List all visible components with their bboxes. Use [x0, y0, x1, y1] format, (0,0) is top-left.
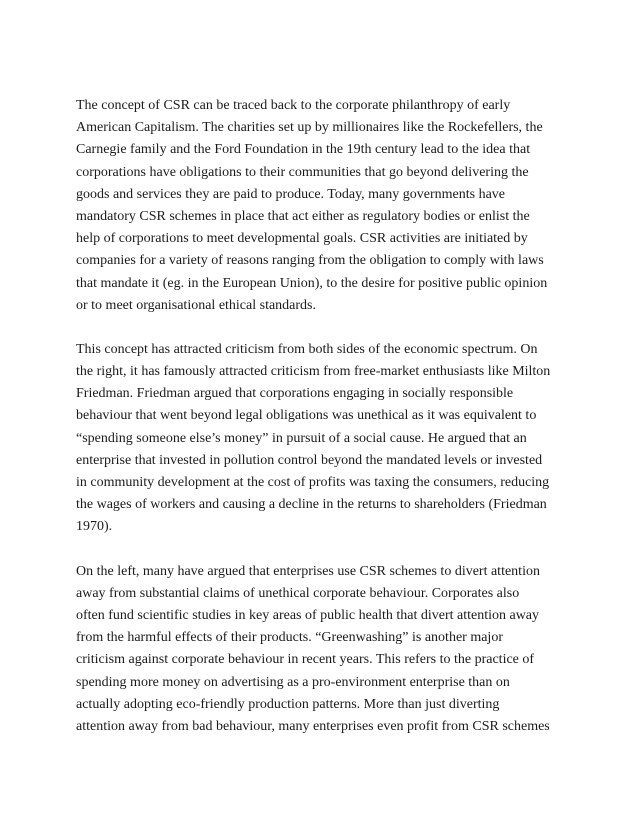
text-line: spending more money on advertising as a pro-environment enterprise than on	[76, 674, 510, 690]
paragraph-csr-origins	[76, 95, 558, 317]
paragraph-criticism-left	[76, 561, 558, 739]
text-line: help of corporations to meet developmental goals. CSR activities are initiated by	[76, 231, 528, 247]
text-line: attention away from bad behaviour, many enterprises even profit from CSR schemes	[76, 718, 550, 734]
text-line: On the left, many have argued that enterprises use CSR schemes to divert attention	[76, 563, 540, 579]
text-line: “spending someone else’s money” in pursuit of a social cause. He argued that an	[76, 430, 527, 446]
text-line: Carnegie family and the Ford Foundation in the 19th century lead to the idea that	[76, 142, 531, 158]
text-line: enterprise that invested in pollution control beyond the mandated levels or invested	[76, 452, 543, 468]
text-line: the wages of workers and causing a decline in the returns to shareholders (Friedman	[76, 497, 547, 513]
text-line: goods and services they are paid to produce. Today, many governments have	[76, 186, 506, 202]
text-line: 1970).	[76, 519, 113, 535]
text-line: that mandate it (eg. in the European Union), to the desire for positive public opinion	[76, 275, 548, 291]
text-line: behaviour that went beyond legal obligations was unethical as it was equivalent to	[76, 408, 537, 424]
text-line: companies for a variety of reasons ranging from the obligation to comply with laws	[76, 253, 544, 269]
text-line: mandatory CSR schemes in place that act either as regulatory bodies or enlist the	[76, 208, 530, 224]
text-line: the right, it has famously attracted criticism from free-market enthusiasts like Milton	[76, 364, 551, 380]
text-line: Friedman. Friedman argued that corporations engaging in socially responsible	[76, 386, 514, 402]
text-line: from the harmful effects of their products. “Greenwashing” is another major	[76, 630, 503, 646]
text-line: often fund scientific studies in key areas of public health that divert attention away	[76, 607, 540, 623]
document-page	[76, 95, 558, 760]
text-line: in community development at the cost of profits was taxing the consumers, reducing	[76, 475, 550, 490]
text-line: actually adopting eco-friendly production patterns. More than just diverting	[76, 696, 500, 712]
text-line: American Capitalism. The charities set up by millionaires like the Rockefellers, the	[76, 120, 543, 136]
text-line: away from substantial claims of unethical corporate behaviour. Corporates also	[76, 585, 520, 601]
text-line: This concept has attracted criticism from both sides of the economic spectrum. On	[76, 341, 538, 357]
text-line: The concept of CSR can be traced back to the corporate philanthropy of early	[76, 98, 511, 113]
paragraph-criticism-right	[76, 339, 558, 539]
text-line: or to meet organisational ethical standards.	[76, 297, 317, 313]
text-line: criticism against corporate behaviour in recent years. This refers to the practice of	[76, 652, 535, 668]
text-line: corporations have obligations to their communities that go beyond delivering the	[76, 164, 529, 180]
